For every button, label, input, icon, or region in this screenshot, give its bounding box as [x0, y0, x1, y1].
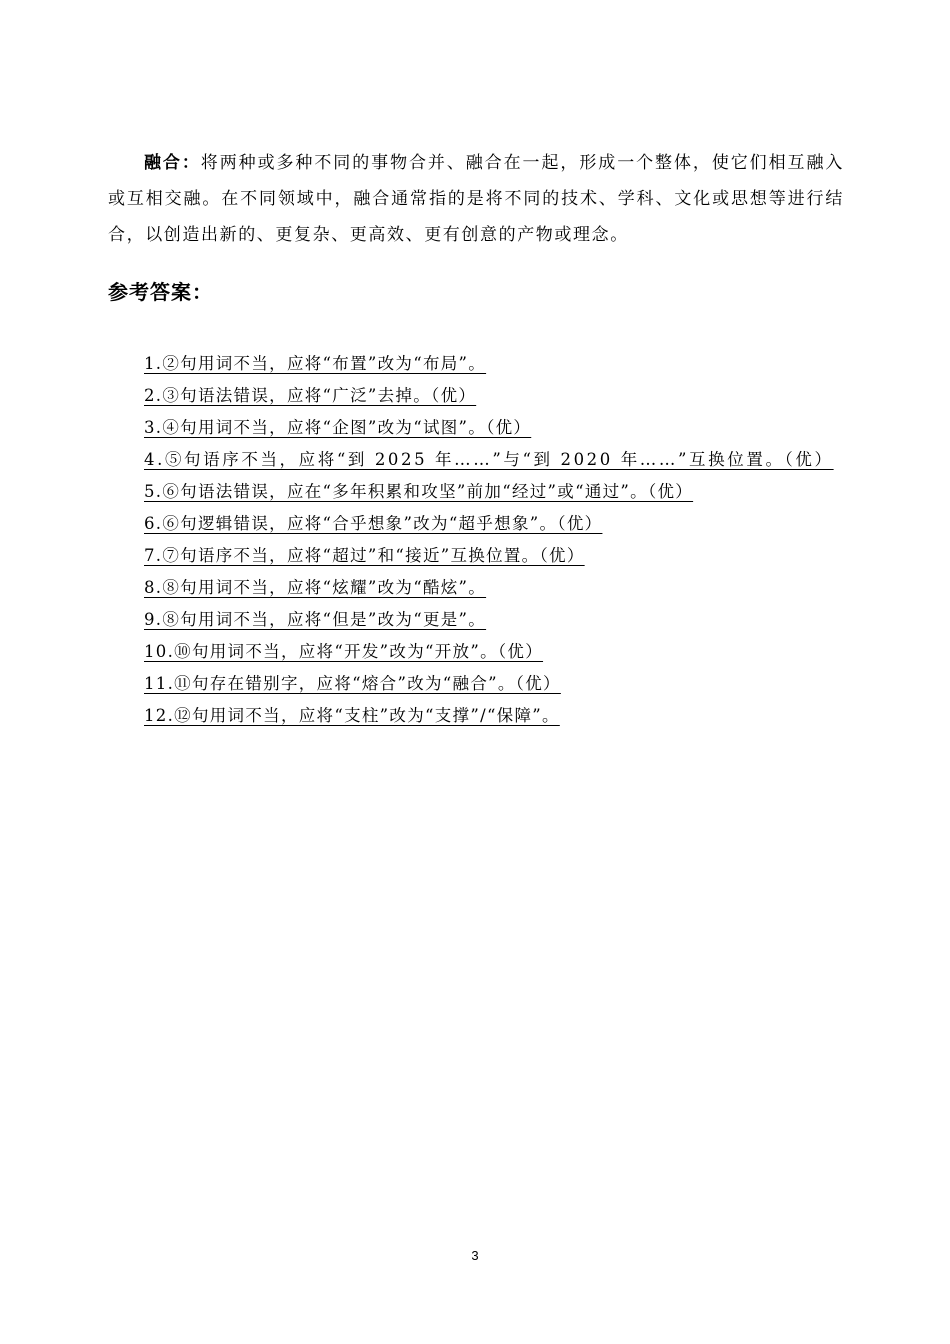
page-number: 3 — [471, 1248, 479, 1263]
answer-item: 11.⑪句存在错别字，应将“熔合”改为“融合”。（优） — [144, 674, 561, 693]
answer-item: 8.⑧句用词不当，应将“炫耀”改为“酷炫”。 — [144, 578, 487, 597]
definition-paragraph — [108, 145, 844, 253]
answer-item: 10.⑩句用词不当，应将“开发”改为“开放”。（优） — [144, 642, 544, 661]
answers-list — [108, 348, 844, 732]
answer-item: 12.⑫句用词不当，应将“支柱”改为“支撑”/“保障”。 — [144, 706, 560, 725]
answer-item: 4.⑤句语序不当，应将“到 2025 年……”与“到 2020 年……”互换位置。（优） — [144, 450, 834, 469]
definition-text: 将两种或多种不同的事物合并、融合在一起，形成一个整体，使它们相互融入或互相交融。在不同领域中，融合通常指的是将不同的技术、学科、文化或思想等进行结合，以创造出新的、更复杂、更高效、更有创意的产物或理念。 — [108, 153, 844, 245]
answer-item: 7.⑦句语序不当，应将“超过”和“接近”互换位置。（优） — [144, 546, 585, 565]
answer-item: 6.⑥句逻辑错误，应将“合乎想象”改为“超乎想象”。（优） — [144, 514, 603, 533]
answer-item: 1.②句用词不当，应将“布置”改为“布局”。 — [144, 354, 487, 373]
answer-item: 5.⑥句语法错误，应在“多年积累和攻坚”前加“经过”或“通过”。（优） — [144, 482, 694, 501]
answer-item: 9.⑧句用词不当，应将“但是”改为“更是”。 — [144, 610, 487, 629]
answer-item: 2.③句语法错误，应将“广泛”去掉。（优） — [144, 386, 477, 405]
answer-item: 3.④句用词不当，应将“企图”改为“试图”。（优） — [144, 418, 532, 437]
answers-heading: 参考答案： — [108, 280, 213, 304]
definition-term: 融合： — [144, 153, 201, 173]
